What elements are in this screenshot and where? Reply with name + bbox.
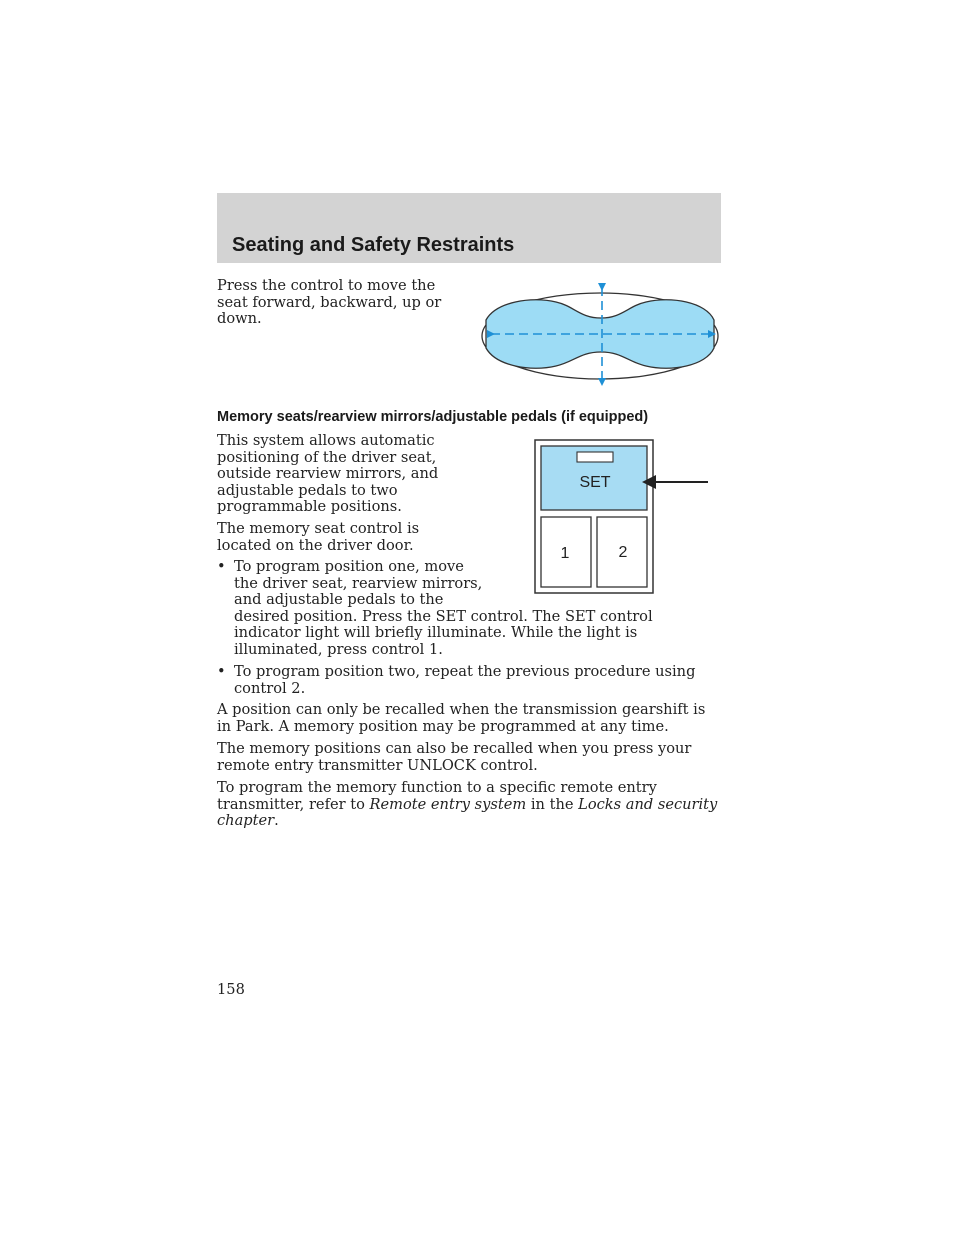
bullet-symbol: •: [217, 663, 226, 680]
bullet-symbol: •: [217, 558, 226, 575]
bullet1-line: and adjustable pedals to the: [234, 591, 444, 609]
memory-panel-illustration: [534, 439, 714, 595]
intro-text: Press the control to move the seat forward, backward, up or down.: [217, 277, 442, 328]
set-indicator-light: [577, 452, 613, 462]
bullet2-text: To program position two, repeat the previous procedure using control 2.: [234, 663, 696, 697]
remote-text-lead: To program the memory function to a specific remote entry transmitter, refer to: [217, 779, 657, 813]
list-item: [217, 664, 721, 697]
header-band: [217, 193, 721, 263]
page-number: 158: [217, 981, 245, 998]
paragraph-location: The memory seat control is located on the driver door.: [217, 520, 420, 554]
section-heading: Memory seats/rearview mirrors/adjustable pedals (if equipped): [217, 409, 649, 425]
paragraph-remote: [217, 780, 721, 830]
locks-chapter-link: Locks and security chapter: [217, 795, 718, 830]
remote-text-end: .: [274, 812, 279, 830]
button-2-label: 2: [618, 544, 628, 561]
page-title: Seating and Safety Restraints: [232, 234, 515, 256]
paragraph-park: A position can only be recalled when the transmission gearshift is in Park. A memory position may be programmed at any time.: [217, 701, 706, 735]
button-1-label: 1: [560, 545, 570, 562]
paragraph-recall: The memory positions can also be recalled when you press your remote entry transmitter UNLOCK control.: [217, 740, 692, 774]
remote-text-mid: in the: [526, 795, 579, 813]
bullet1-rest: desired position. Press the SET control. The SET control indicator light will briefly illuminate. While the light is illuminated, press control 1.: [234, 607, 653, 658]
paragraph-system: This system allows automatic positioning of the driver seat, outside rearview mirrors, and adjustable pedals to two programmable positions.: [217, 432, 439, 516]
seat-control-illustration: [476, 278, 726, 393]
set-label: SET: [579, 474, 611, 491]
bullet1-line: To program position one, move: [234, 558, 464, 575]
bullet1-line: the driver seat, rearview mirrors,: [234, 574, 483, 592]
remote-entry-link: Remote entry system: [369, 795, 527, 813]
